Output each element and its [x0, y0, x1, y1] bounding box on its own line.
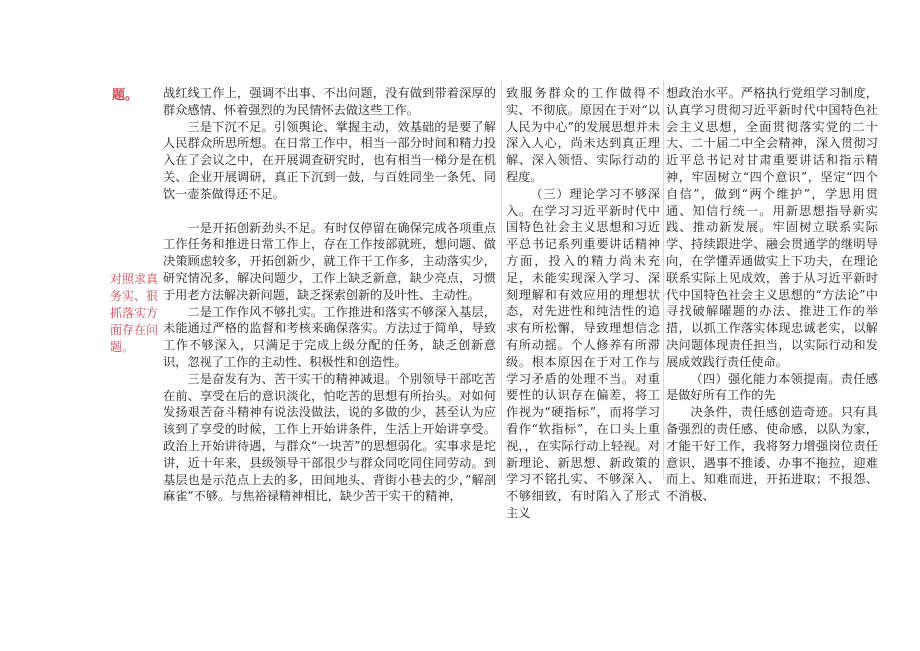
column-divider: [501, 80, 502, 480]
column-divider: [663, 80, 664, 480]
paragraph: 战红线工作上，强调不出事、不出问题，没有做到带着深厚的群众感情、怀着强烈的为民情怀去做这些工作。: [163, 86, 496, 117]
paragraph: 二是工作作风不够扎实。工作推进和落实不够深入基层，未能通过严格的监督和考核来确保落实。方法过于简单，导致工作不够深入，只满足于完成上级分配的任务，缺乏创新意识，忽视了工作的主动性、积极性和创造性。: [163, 304, 496, 369]
text-column-3: [666, 85, 878, 505]
paragraph: 致服务群众的工作做得不实、不彻底。原因在于对“以人民为中心”的发展思想并未深入人心，尚未达到真正理解、深入领悟、实际行动的程度。: [506, 86, 660, 184]
paragraph: 一是开拓创新劲头不足。有时仅停留在确保完成各项重点工作任务和推进日常工作上，存在工作按部就班，想问题、做决策顾虑较多，开拓创新少，就工作干工作多，主动落实少，研究情况多，解决问题少，工作上缺乏新意，缺少亮点，习惯于用老方法解决新问题，缺乏探索创新的及叶性、主动性。: [163, 220, 496, 302]
paragraph-gap: [163, 203, 496, 220]
paragraph: （四）强化能力本领提南。责任感是做好所有工作的先: [666, 371, 878, 403]
margin-annotation: 对照求真务实、狠抓落实方面存在问题。: [110, 272, 159, 354]
text-column-1: [163, 85, 496, 505]
paragraph: 想政治水平。严格执行党组学习制度，认真学习贯彻习近平新时代中国特色社会主义思想，全面贯彻落实党的二十大、二十届二中全会精神，深入贯彻习近平总书记对甘肃重要讲话和指示精神，牢固树立“四个意识”，坚定“四个自信”，做到“两个维护”，学思用贯通、知信行统一。用新思想指导新实践、推动新发展。牢固树立联系实际学、持续跟进学、融会贯通学的继明导向，在学懂弄通做实上下功夫，在理论联系实际上见成效，善于从习近平新时代中国特色社会主义思想的“方法论”中寻找破解曜题的办法、推进工作的举措，以抓工作落实体现忠诚老实，以解决问题体现责任担当，以实际行动和发展成效践行责任使命。: [666, 86, 878, 369]
text-column-2: [506, 85, 660, 522]
paragraph: 三是下沉不足。引领舆论、掌握主动，效基础的是要了解人民群众所思所想。在日常工作中，相当一部分时间和精力投入在了会议之中，在开展调查研究时，也有相当一梯分是在机关、企业开展调研，真正下沉到一鼓，与百姓同坐一条凭、同饮一壶茶做得还不足。: [163, 119, 496, 201]
margin-heading-fragment: 题。: [112, 88, 139, 103]
paragraph: 三是奋发有为、苦干实干的精神减退。个别领导干部吃苦在前、享受在后的意识淡化，怕吃苦的思想有所抬头。对如何发扬艰苦奋斗精神有说法没做法，说的多做的少，甚至认为应该到了享受的时候，工作上开始讲条件，生活上开始讲享受。政治上开始讲待遇，与群众“一块苦”的思想弱化。实事求是坨讲，近十年来，县级领导干部很少与群众同吃同住同劳动。到基层也是示范点上去的多，田间地头、背街小巷去的少，”解剖麻雀”不够。与焦裕禄精神相比，缺少苦干实干的精神，: [163, 371, 496, 504]
paragraph: （三）理论学习不够深入。在学习习近平新时代中国特色社会主义思想和习近平总书记系列重要讲话精神方面，投入的精力尚未充足，未能实现深入学习、深刻理解和有效应用的理想状态，对先进性和纯洁性的追求有所松懈，导致理想信念有所动摇。个人修养有所滞级。根本原因在于对工作与学习矛盾的处理不当。对重要性的认识存在偏差，将工作视为“硬指标”，而将学习看作“软指标”，在口头上重视，，在实际行动上轻视。对新理论、新思想、新政策的学习不铭扎实、不够深入、不够细致，有时陷入了形式主义: [506, 186, 660, 520]
paragraph: 决条件，责任感创造奇迹。只有具备强烈的责任感、使命感，以队为家，才能干好工作，我将努力增强岗位责任意识，遇事不推诿、办事不拖拉，迎难而上、知难而进，开拓进取；不报怨、不消极、: [666, 405, 878, 504]
